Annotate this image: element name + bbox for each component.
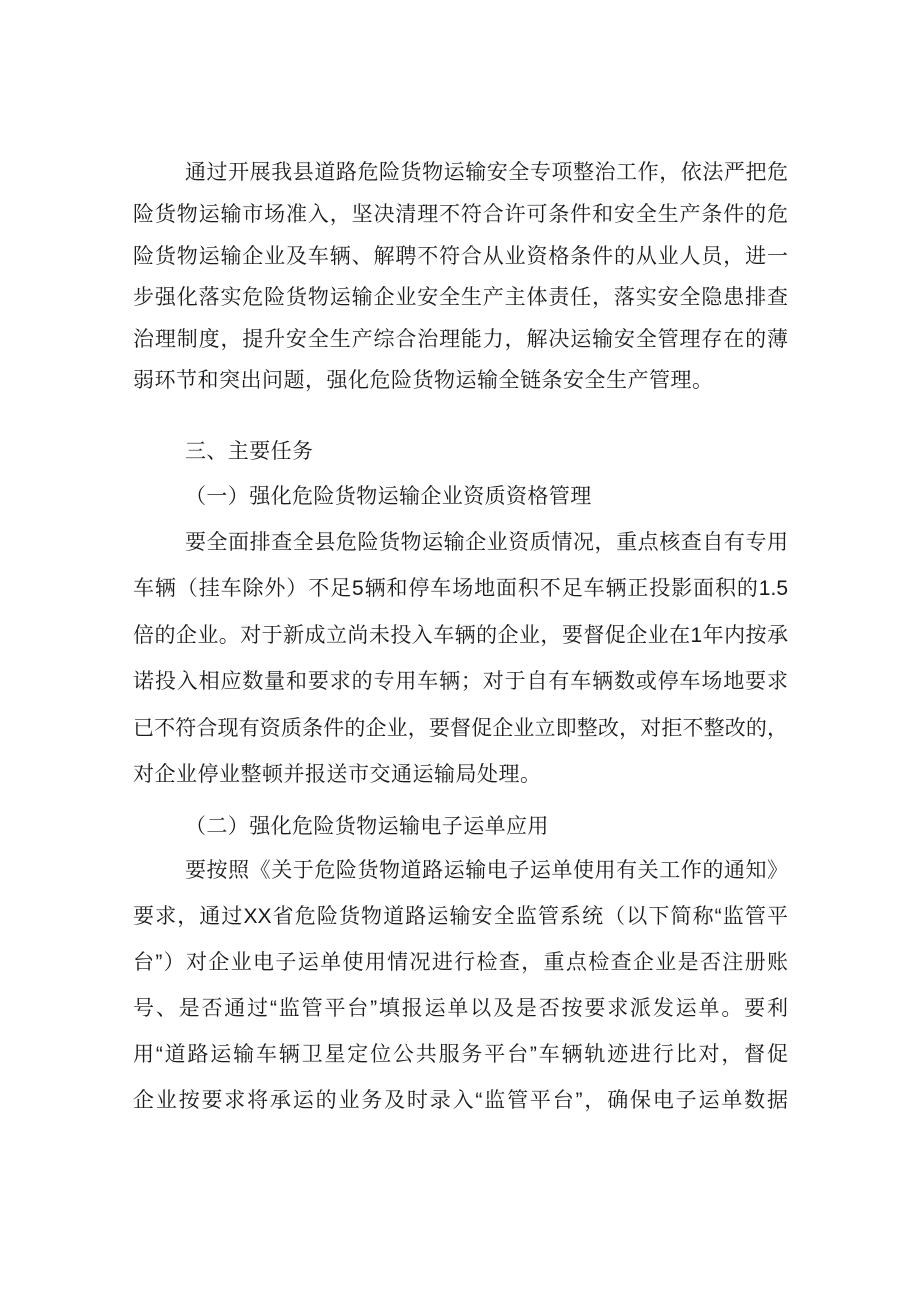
paragraph-line: 治理制度，提升安全生产综合治理能力，解决运输安全管理存在的薄 [133,328,788,351]
paragraph-line: 倍的企业。对于新成立尚未投入车辆的企业，要督促企业在1年内按承 [133,624,788,647]
paragraph-line: 用“道路运输车辆卫星定位公共服务平台”车辆轨迹进行比对，督促 [133,1043,788,1066]
subsection-heading: （二）强化危险货物运输电子运单应用 [185,815,549,838]
paragraph-line: 诺投入相应数量和要求的专用车辆；对于自有车辆数或停车场地要求 [133,670,788,693]
paragraph-line: 险货物运输市场准入，坚决清理不符合许可条件和安全生产条件的危 [133,203,788,226]
paragraph-line: 已不符合现有资质条件的企业，要督促企业立即整改，对拒不整改的， [133,717,788,740]
section-heading: 三、主要任务 [185,440,314,463]
paragraph-line: 号、是否通过“监管平台”填报运单以及是否按要求派发运单。要利 [133,997,788,1020]
paragraph-line: 通过开展我县道路危险货物运输安全专项整治工作，依法严把危 [185,161,788,184]
paragraph-line: 台”）对企业电子运单使用情况进行检查，重点检查企业是否注册账 [133,951,788,974]
subsection-heading: （一）强化危险货物运输企业资质资格管理 [185,485,592,508]
paragraph-line: 对企业停业整顿并报送市交通运输局处理。 [133,763,542,786]
paragraph-line: 企业按要求将承运的业务及时录入“监管平台”，确保电子运单数据 [133,1089,788,1112]
paragraph-line: 弱环节和突出问题，强化危险货物运输全链条安全生产管理。 [133,369,714,392]
paragraph-line: 要按照《关于危险货物道路运输电子运单使用有关工作的通知》 [185,859,788,882]
paragraph-line: 步强化落实危险货物运输企业安全生产主体责任，落实安全隐患排查 [133,286,788,309]
paragraph-line: 险货物运输企业及车辆、解聘不符合从业资格条件的从业人员，进一 [133,245,788,268]
paragraph-line: 要求，通过XX省危险货物道路运输安全监管系统（以下简称“监管平 [133,905,788,928]
paragraph-line: 要全面排查全县危险货物运输企业资质情况，重点核查自有专用 [185,531,788,554]
paragraph-line: 车辆（挂车除外）不足5辆和停车场地面积不足车辆正投影面积的1.5 [133,577,788,600]
